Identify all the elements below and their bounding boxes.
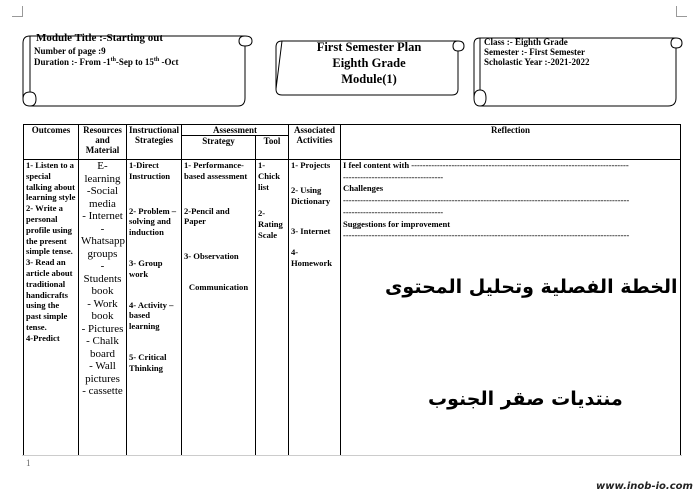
resources-cell: [79, 160, 127, 456]
instruction-item: 4- Activity –based learning: [129, 299, 174, 332]
header-activities: Associated Activities: [289, 125, 341, 160]
number-of-pages: Number of page :9: [34, 46, 106, 56]
instruction-item: 5- Critical Thinking: [129, 351, 167, 373]
plan-title: First Semester Plan Eighth Grade Module(1): [316, 40, 422, 86]
header-assessment: Assessment: [182, 125, 289, 136]
margin-mark: [676, 6, 687, 17]
site-watermark: www.inob-io.com: [596, 481, 693, 492]
strategy-item: 3- Observation: [184, 251, 239, 262]
resource-item: - Wall pictures: [85, 360, 120, 385]
outcome-item: 4-Predict: [26, 332, 60, 343]
page-number: 1: [26, 458, 31, 468]
strategy-item: 2-Pencil and Paper: [184, 205, 230, 227]
resource-item: - Students book: [83, 260, 122, 297]
instruction-item: 2- Problem – solving and induction: [129, 205, 177, 238]
duration: Duration :- From -1th-Sep to 15th -Oct: [34, 57, 179, 67]
header-reflection: Reflection: [341, 125, 681, 160]
instructional-cell: [127, 160, 182, 456]
resource-item: - Pictures: [81, 322, 124, 335]
reflection-line: -----------------------------------: [343, 206, 444, 217]
reflection-suggestions: Suggestions for improvement: [343, 218, 451, 229]
resource-item: - Internet: [82, 210, 123, 222]
arabic-watermark-forum: منتديات صقر الجنوب: [428, 388, 623, 410]
reflection-line: -----------------------------------: [343, 171, 444, 182]
activity-item: 4- Homework: [291, 247, 333, 268]
module-info-scroll: [20, 28, 255, 114]
header-instructional: Instructional Strategies: [127, 125, 182, 160]
activities-cell: [289, 160, 341, 456]
tool-item: 2- Rating Scale: [258, 208, 283, 240]
resource-item: - cassette: [82, 385, 123, 397]
tool-cell: [256, 160, 289, 456]
resource-item: -Social media: [86, 185, 119, 210]
footer-divider: [22, 455, 682, 456]
instruction-item: 1-Direct Instruction: [129, 160, 171, 181]
strategy-item: 1- Performance-based assessment: [184, 160, 248, 181]
reflection-line: ----------------------------------------------------------------------------------------------------: [343, 230, 630, 241]
header-resources: Resources and Material: [79, 125, 127, 160]
scholastic-year-line: Scholastic Year :-2021-2022: [484, 57, 590, 67]
instruction-item: 3- Group work: [129, 257, 163, 279]
outcome-item: 2- Write a personal profile using the present simple tense.: [26, 203, 73, 257]
outcome-item: 3- Read an article about traditional handicrafts using the past simple tense.: [26, 257, 73, 332]
reflection-content: I feel content with ----------------------------------------------------------------------------: [343, 160, 629, 170]
reflection-line: ----------------------------------------------------------------------------------------------------: [343, 195, 630, 206]
header-tool: Tool: [256, 136, 289, 160]
outcomes-cell: [24, 160, 79, 456]
resource-item: - Chalk board: [86, 335, 119, 360]
activity-item: 1- Projects: [291, 160, 331, 170]
class-line: Class :- Eighth Grade: [484, 37, 568, 47]
strategy-item: Communication: [188, 281, 249, 292]
arabic-watermark-title: الخطة الفصلية وتحليل المحتوى: [385, 276, 678, 298]
tool-item: 1- Chick list: [258, 160, 280, 192]
module-title: Module Title :-Starting out: [36, 32, 164, 44]
header-strategy: Strategy: [182, 136, 256, 160]
strategy-cell: [182, 160, 256, 456]
activity-item: 3- Internet: [291, 226, 331, 237]
margin-mark: [12, 6, 23, 17]
plan-title-scroll: [274, 35, 466, 97]
resource-item: E-learning: [84, 160, 121, 185]
semester-line: Semester :- First Semester: [484, 47, 586, 57]
activity-item: 2- Using Dictionary: [291, 184, 331, 206]
outcome-item: 1- Listen to a special talking about learning style: [26, 160, 76, 203]
reflection-challenges: Challenges: [343, 183, 384, 194]
class-info-scroll: [472, 32, 684, 112]
resource-item: - Work book: [87, 297, 118, 322]
resource-item: - Whatsapp groups: [81, 222, 125, 260]
reflection-cell: [341, 160, 681, 456]
header-outcomes: Outcomes: [24, 125, 79, 160]
